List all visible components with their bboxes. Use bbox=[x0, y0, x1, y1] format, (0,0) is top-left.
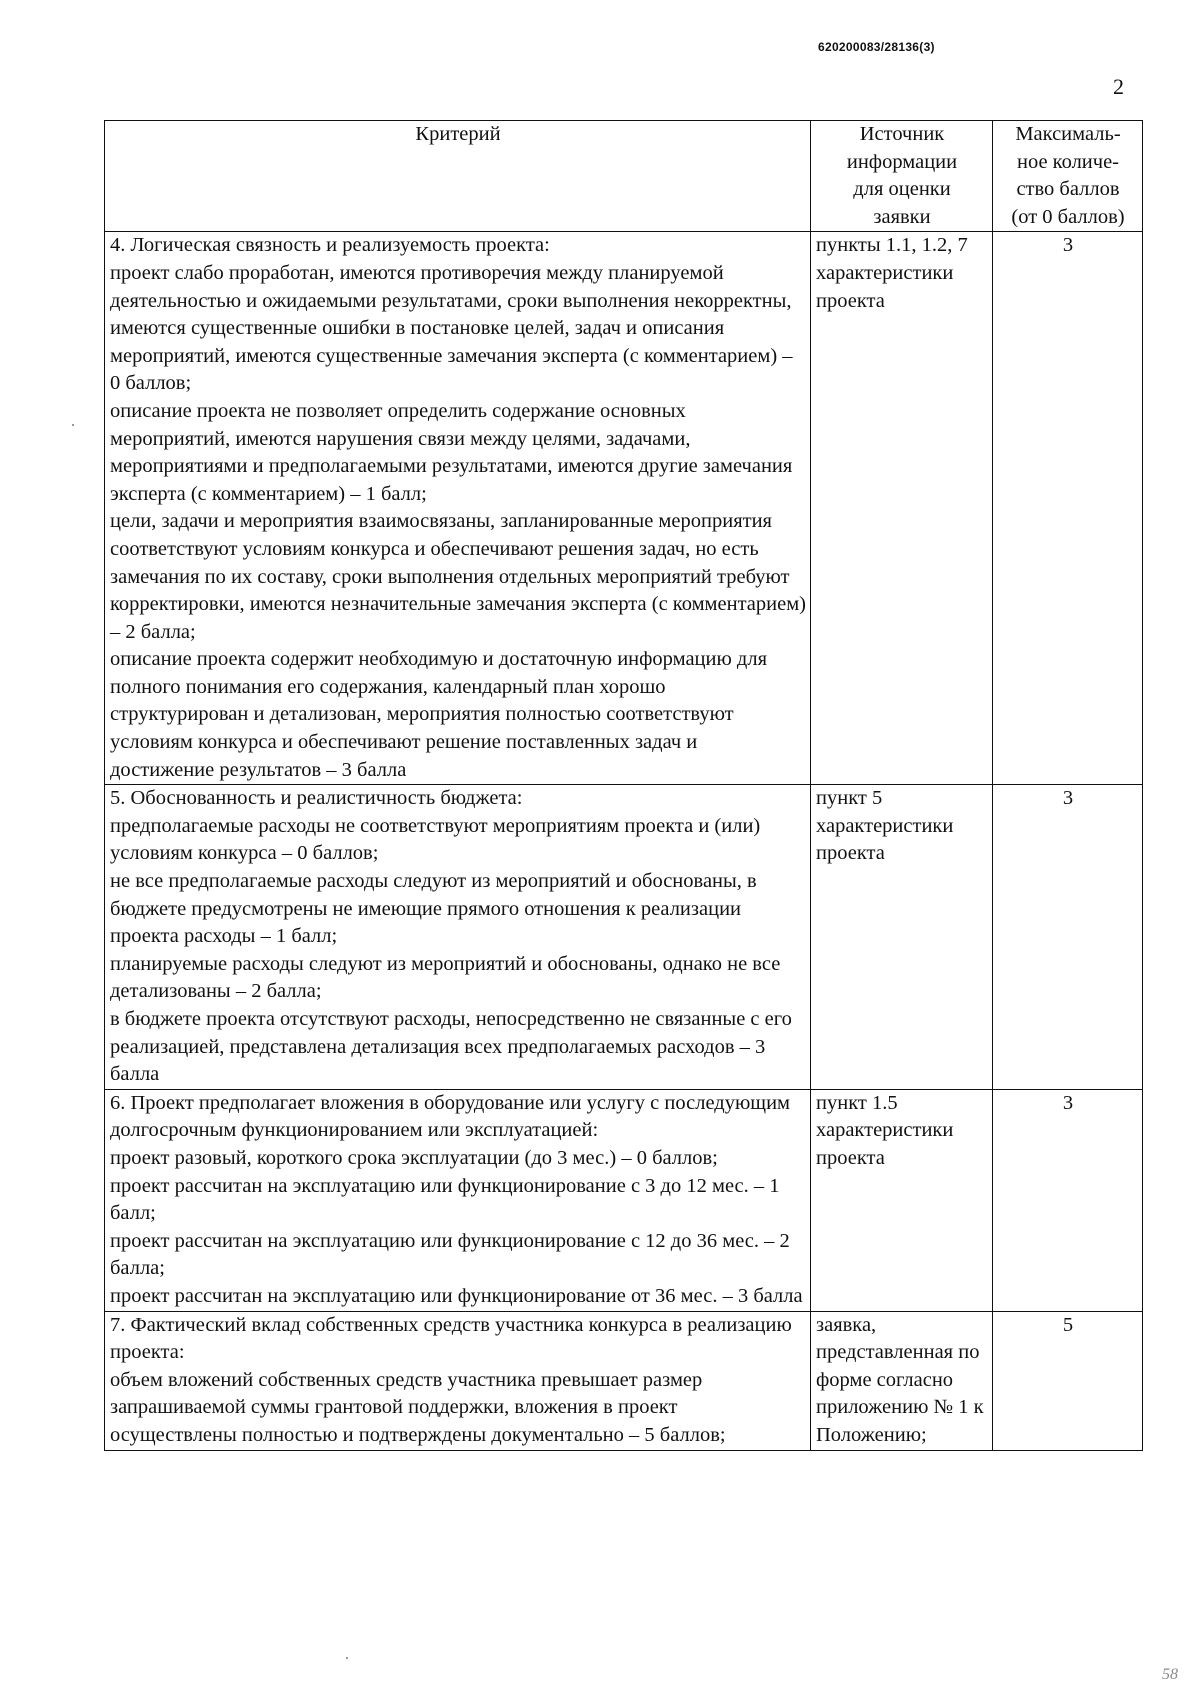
criteria-table bbox=[104, 120, 1143, 1451]
max-points-cell: 3 bbox=[993, 785, 1143, 1090]
scan-speck bbox=[346, 1657, 348, 1659]
table-row bbox=[105, 1089, 1143, 1311]
handwritten-mark: 58 bbox=[1162, 1666, 1178, 1683]
max-points-cell: 3 bbox=[993, 232, 1143, 785]
document-id: 620200083/28136(3) bbox=[818, 40, 935, 54]
criterion-line: цели, задачи и мероприятия взаимосвязаны, запланированные мероприятия соответствуют условиям конкурса и обеспечивают решения задач, но есть замечания по их составу, сроки выполнения отдельных мероприятий требуют корректировки, имеются незначительные замечания эксперта (с комментарием) – 2 балла; bbox=[110, 510, 807, 643]
criterion-cell bbox=[105, 232, 811, 785]
criterion-line: описание проекта содержит необходимую и достаточную информацию для полного понимания его содержания, календарный план хорошо структурирован и детализован, мероприятия полностью соответствуют условиям конкурса и обеспечивают решение поставленных задач и достижение результатов – 3 балла bbox=[110, 648, 768, 781]
criterion-line: проект разовый, короткого срока эксплуатации (до 3 мес.) – 0 баллов; bbox=[110, 1146, 718, 1169]
criterion-line: проект рассчитан на эксплуатацию или функционирование с 3 до 12 мес. – 1 балл; bbox=[110, 1174, 780, 1225]
criterion-line: предполагаемые расходы не соответствуют мероприятиям проекта и (или) условиям конкурса – 0 баллов; bbox=[110, 814, 761, 865]
table-row bbox=[105, 1311, 1143, 1450]
max-points-cell: 3 bbox=[993, 1089, 1143, 1311]
table-header-row bbox=[105, 121, 1143, 232]
source-cell: пункты 1.1, 1.2, 7 характеристики проекта bbox=[811, 232, 993, 785]
header-source: Источник информации для оценки заявки bbox=[811, 121, 993, 232]
criterion-line: проект слабо проработан, имеются противоречия между планируемой деятельностью и ожидаемыми результатами, сроки выполнения некорректны, имеются существенные ошибки в постановке целей, задач и описания мероприятий, имеются существенные замечания эксперта (с комментарием) – 0 баллов; bbox=[110, 261, 793, 395]
criterion-line: проект рассчитан на эксплуатацию или функционирование с 12 до 36 мес. – 2 балла; bbox=[110, 1229, 790, 1280]
table-row bbox=[105, 232, 1143, 785]
criterion-line: в бюджете проекта отсутствуют расходы, непосредственно не связанные с его реализацией, представлена детализация всех предполагаемых расходов – 3 балла bbox=[110, 1008, 792, 1086]
criterion-title: 7. Фактический вклад собственных средств участника конкурса в реализацию проекта: bbox=[110, 1313, 792, 1364]
criterion-line: не все предполагаемые расходы следуют из мероприятий и обоснованы, в бюджете предусмотрены не имеющие прямого отношения к реализации проекта расходы – 1 балл; bbox=[110, 870, 757, 948]
criterion-line: планируемые расходы следуют из мероприятий и обоснованы, однако не все детализованы – 2 балла; bbox=[110, 952, 781, 1003]
source-cell: пункт 5 характеристики проекта bbox=[811, 785, 993, 1090]
criterion-title: 6. Проект предполагает вложения в оборудование или услугу с последующим долгосрочным функционированием или эксплуатацией: bbox=[110, 1091, 791, 1142]
criterion-line: описание проекта не позволяет определить содержание основных мероприятий, имеются нарушения связи между целями, задачами, мероприятиями и предполагаемыми результатами, имеются другие замечания эксперта (с комментарием) – 1 балл; bbox=[110, 399, 793, 505]
criterion-cell bbox=[105, 1311, 811, 1450]
header-max-points: Максималь- ное количе- ство баллов (от 0 баллов) bbox=[993, 121, 1143, 232]
criterion-line: объем вложений собственных средств участника превышает размер запрашиваемой суммы грантовой поддержки, вложения в проект осуществлены полностью и подтверждены документально – 5 баллов; bbox=[110, 1368, 726, 1446]
max-points-cell: 5 bbox=[993, 1311, 1143, 1450]
criterion-cell bbox=[105, 785, 811, 1090]
source-cell: пункт 1.5 характеристики проекта bbox=[811, 1089, 993, 1311]
header-criterion: Критерий bbox=[105, 121, 811, 232]
criterion-title: 4. Логическая связность и реализуемость проекта: bbox=[110, 234, 550, 257]
source-cell: заявка, представленная по форме согласно приложению № 1 к Положению; bbox=[811, 1311, 993, 1450]
scan-speck bbox=[72, 424, 74, 426]
criterion-title: 5. Обоснованность и реалистичность бюджета: bbox=[110, 787, 523, 810]
criterion-line: проект рассчитан на эксплуатацию или функционирование от 36 мес. – 3 балла bbox=[110, 1284, 803, 1307]
page-number: 2 bbox=[1113, 74, 1124, 99]
table-row bbox=[105, 785, 1143, 1090]
criterion-cell bbox=[105, 1089, 811, 1311]
